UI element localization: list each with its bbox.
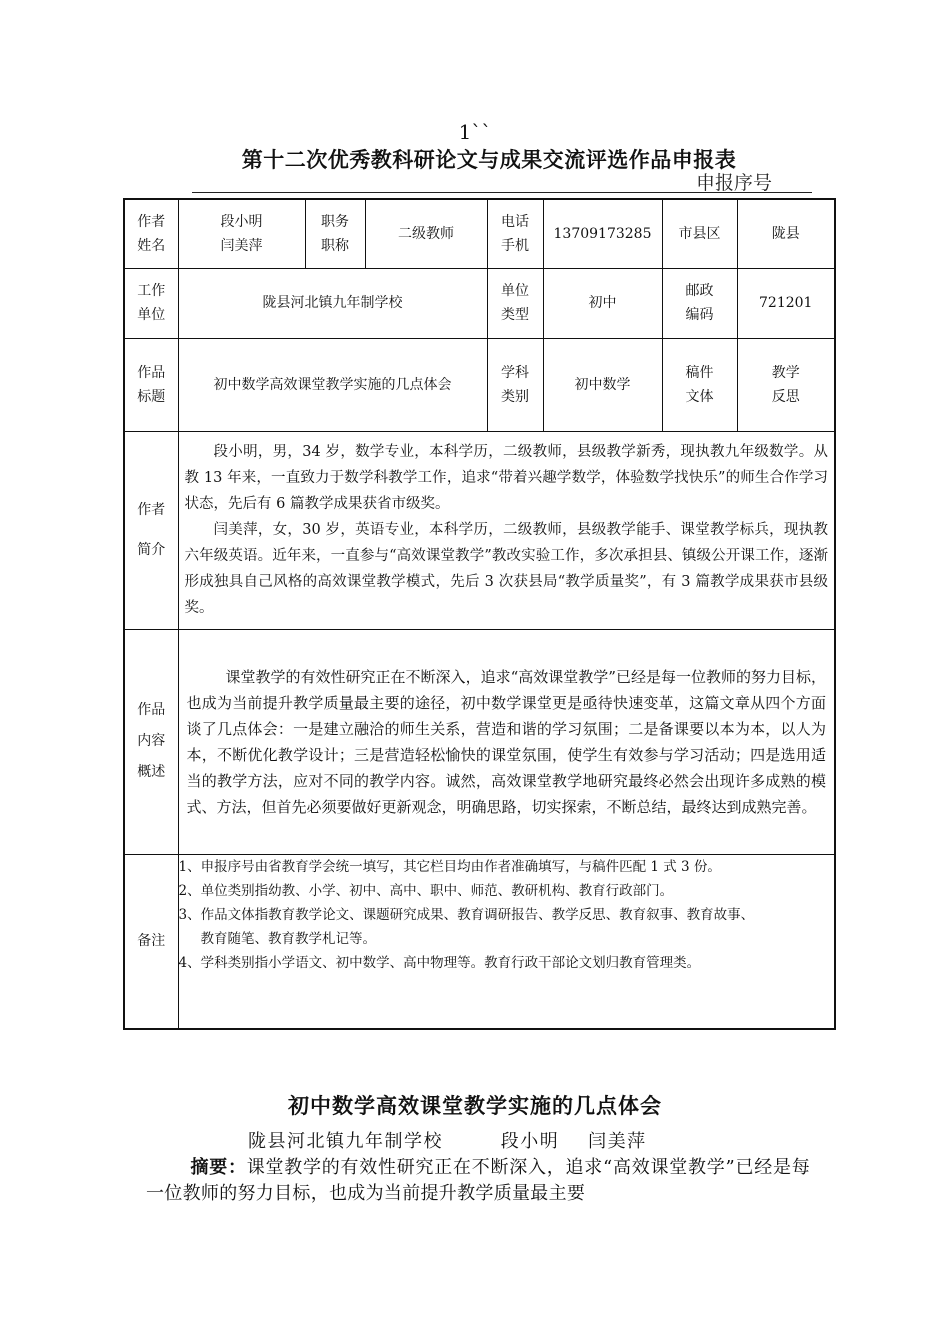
form-row-author — [124, 199, 835, 268]
district-label: 市县区 — [662, 199, 737, 268]
application-form-table — [123, 198, 836, 1030]
genre-label: 稿件 文体 — [662, 338, 737, 431]
subject-value: 初中数学 — [543, 338, 662, 431]
phone-label: 电话 手机 — [487, 199, 543, 268]
note-item: 4、学科类别指小学语文、初中数学、高中物理等。教育行政干部论文划归教育管理类。 — [178, 954, 701, 971]
unit-value: 陇县河北镇九年制学校 — [178, 268, 487, 338]
note-item-continued: 教育随笔、教育教学札记等。 — [200, 930, 376, 947]
form-title: 第十二次优秀教科研论文与成果交流评选作品申报表 — [241, 148, 737, 172]
unit-type-value: 初中 — [543, 268, 662, 338]
article-byline: 陇县河北镇九年制学校 段小明 闫美萍 — [248, 1131, 647, 1152]
note-item: 3、作品文体指教育教学论文、课题研究成果、教育调研报告、教学反思、教育叙事、教育故事、 — [178, 906, 755, 923]
subject-label: 学科 类别 — [487, 338, 543, 431]
genre-value: 教学 反思 — [737, 338, 835, 431]
position-label: 职务 职称 — [305, 199, 365, 268]
form-row-notes — [124, 854, 835, 1029]
district-value: 陇县 — [737, 199, 835, 268]
author-value: 段小明 闫美萍 — [178, 199, 305, 268]
work-title-label: 作品 标题 — [124, 338, 178, 431]
form-row-work-title — [124, 338, 835, 431]
form-row-summary — [124, 629, 835, 854]
summary-paragraph: 课堂教学的有效性研究正在不断深入，追求“高效课堂教学”已经是每一位教师的努力目标，也成为当前提升教学质量最主要的途径，初中数学课堂更是亟待快速变革，这篇文章从四个方面谈了几点体会：一是建立融洽的师生关系，营造和谐的学习氛围；二是备课要以本为本，以人为本，不断优化教学设计；三是营造轻松愉快的课堂氛围，使学生有效参与学习活动；四是选用适当的教学方法，应对不同的教学内容。诚然，高效课堂教学地研究最终必然会出现许多成熟的模式、方法，但首先必须要做好更新观念，明确思路，切实探索，不断总结，最终达到成熟完善。 — [186, 667, 826, 816]
position-value: 二级教师 — [365, 199, 487, 268]
notes-content — [178, 854, 835, 1029]
note-item: 1、申报序号由省教育学会统一填写，其它栏目均由作者准确填写，与稿件匹配 1 式 3 份。 — [178, 858, 721, 875]
abstract-text: 课堂教学的有效性研究正在不断深入，追求“高效课堂教学”已经是每一位教师的努力目标，也成为当前提升教学质量最主要 — [146, 1157, 810, 1204]
article-title: 初中数学高效课堂教学实施的几点体会 — [288, 1094, 662, 1118]
unit-type-label: 单位 类型 — [487, 268, 543, 338]
note-item: 2、单位类别指幼教、小学、初中、高中、职中、师范、教研机构、教育行政部门。 — [178, 882, 674, 899]
bio-paragraph-1: 段小明，男，34 岁，数学专业，本科学历，二级教师，县级教学新秀，现执教九年级数学。从教 13 年来，一直致力于数学科教学工作，追求“带着兴趣学数学，体验数学找快乐”的师生合作学习状态，先后有 6 篇教学成果获省市级奖。 — [184, 444, 828, 512]
serial-number-line — [192, 192, 812, 193]
author-label: 作者 姓名 — [124, 199, 178, 268]
bio-label: 作者 简介 — [124, 431, 178, 629]
work-title-value: 初中数学高效课堂教学实施的几点体会 — [178, 338, 487, 431]
form-row-bio — [124, 431, 835, 629]
bio-content — [178, 431, 835, 629]
abstract-label: 摘要： — [190, 1157, 247, 1178]
serial-number-label: 申报序号 — [696, 172, 773, 194]
unit-label: 工作 单位 — [124, 268, 178, 338]
form-row-unit — [124, 268, 835, 338]
phone-value: 13709173285 — [543, 199, 662, 268]
summary-label: 作品 内容 概述 — [124, 629, 178, 854]
article-abstract — [146, 1155, 810, 1207]
bio-paragraph-2: 闫美萍，女，30 岁，英语专业，本科学历，二级教师，县级教学能手、课堂教学标兵，现执教六年级英语。近年来，一直参与“高效课堂教学”教改实验工作，多次承担县、镇级公开课工作，逐渐形成独具自己风格的高效课堂教学模式，先后 3 次获县局“教学质量奖”，有 3 篇教学成果获市县级奖。 — [184, 522, 828, 616]
postcode-label: 邮政 编码 — [662, 268, 737, 338]
page-marker: 1`` — [458, 120, 492, 144]
postcode-value: 721201 — [737, 268, 835, 338]
summary-content — [178, 629, 835, 854]
notes-label: 备注 — [124, 854, 178, 1029]
